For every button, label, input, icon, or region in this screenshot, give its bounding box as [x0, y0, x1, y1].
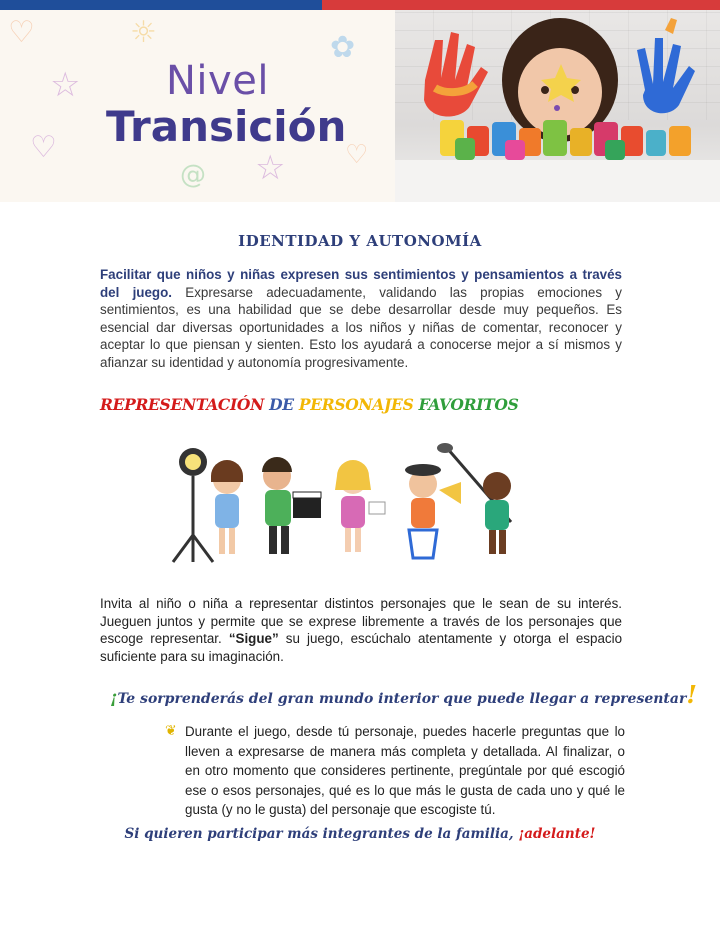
tip-text: Durante el juego, desde tú personaje, puedes hacerle preguntas que lo lleven a expresarse de manera más completa y detallada. Al finalizar, o en otro momento que consideres pertinente, pregúntale por qué escogió ese o esos personajes, qué es lo que más le gusta de cada uno y qué le gusta (y no le gusta) del personaje que escogiste tú. — [185, 724, 625, 817]
activity-title-part2: DE — [269, 395, 294, 414]
activity-title-part4: FAVORITOS — [418, 395, 519, 414]
kids-film-crew-illustration — [165, 440, 545, 570]
activity-bold: “Sigue” — [228, 631, 279, 647]
heart-doodle-icon: ♡ — [30, 130, 57, 165]
activity-title-part1: REPRESENTACIÓN — [100, 395, 264, 414]
top-bar-blue — [0, 0, 322, 10]
activity-text-1: Invita al niño o niña a representar distintos personajes que le sean de su interés. Jueguen juntos y permite que se exprese libremente a través de los personajes que escoge representar. — [100, 596, 622, 647]
intro-body: Expresarse adecuadamente, validando las propias emociones y sentimientos, es una habilidad que se debe desarrollar desde muy pequeños. Es esencial dar diversas oportunidades a los niños y niñas de comentar, reconocer y aceptar lo que piensan y sienten. Esto los ayudará a conocerse mejor a sí mismos y afianzar su identidad y autonomía progresivamente. — [100, 284, 622, 370]
heart-doodle-icon: ♡ — [8, 15, 35, 50]
child-figure-girl-blonde — [335, 460, 385, 552]
callout-open-mark: ¡ — [110, 688, 118, 708]
swirl-doodle-icon: @ — [180, 160, 206, 190]
closing-line — [0, 826, 720, 842]
child-figure-boom-operator — [437, 443, 511, 554]
flower-doodle-icon: ✿ — [330, 30, 356, 65]
intro-lead: Facilitar que niños y niñas expresen sus sentimientos y pensamientos a través del juego. — [100, 267, 622, 300]
intro-paragraph — [100, 266, 622, 372]
brand-title-line2: Transición — [106, 102, 347, 151]
activity-paragraph — [100, 595, 622, 665]
child-figure-girl — [211, 460, 243, 554]
banner-photo — [395, 10, 720, 202]
butterfly-icon: ❦ — [165, 722, 177, 738]
section-heading: IDENTIDAD Y AUTONOMÍA — [238, 232, 482, 250]
heart-doodle-icon: ♡ — [345, 140, 369, 170]
spotlight-icon — [173, 448, 213, 562]
activity-title-part3: PERSONAJES — [298, 395, 414, 414]
star-doodle-icon: ☆ — [50, 65, 81, 105]
activity-title — [100, 395, 519, 414]
closing-accent: ¡adelante! — [518, 826, 596, 842]
brand-title-line1: Nivel — [166, 58, 269, 104]
activity-text-2: su juego, escúchalo atentamente y otorga el espacio suficiente para su imaginación. — [100, 631, 623, 664]
child-figure-boy-clapper — [262, 457, 321, 554]
top-color-bar — [0, 0, 720, 10]
child-figure-director — [405, 464, 461, 558]
table-surface — [395, 160, 720, 202]
sun-doodle-icon: ☼ — [130, 15, 157, 50]
callout-phrase — [110, 680, 697, 709]
closing-text: Si quieren participar más integrantes de la familia, — [124, 826, 519, 842]
callout-text: Te sorprenderás del gran mundo interior que puede llegar a representar — [117, 691, 687, 707]
header-banner — [0, 10, 720, 202]
top-bar-red — [322, 0, 720, 10]
star-doodle-icon: ☆ — [255, 148, 286, 188]
tip-bullet-item — [165, 722, 625, 820]
callout-close-mark: ! — [686, 680, 697, 709]
